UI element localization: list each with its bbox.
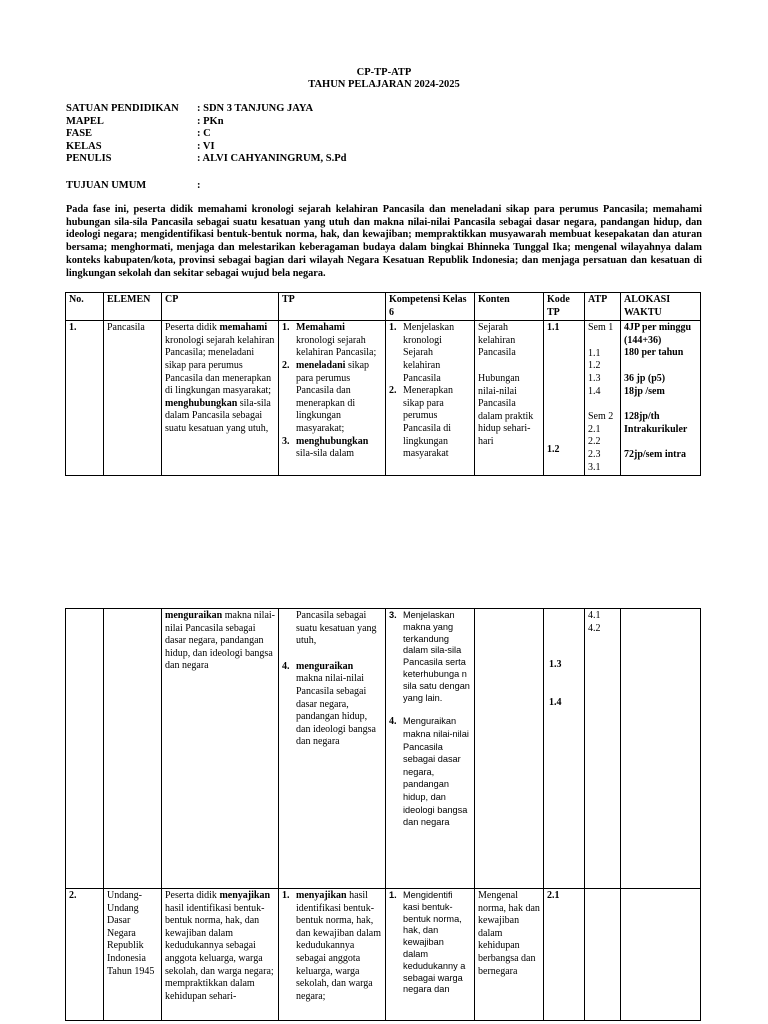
header-atp: ATP	[585, 293, 621, 321]
general-goal-label: TUJUAN UMUM	[66, 180, 147, 191]
kode-tp-value: 1.1	[547, 322, 560, 334]
konten-cell	[475, 321, 544, 476]
identity-row-class	[66, 141, 346, 154]
konten-item: Sejarah kelahiran Pancasila	[478, 322, 516, 359]
identity-value: : PKn	[197, 115, 224, 127]
kompetensi-cell	[386, 609, 475, 889]
tp-list	[282, 890, 382, 1003]
row-number: 2.	[66, 889, 104, 1021]
identity-row-subject	[66, 116, 346, 129]
kompetensi-list	[389, 322, 471, 461]
tp-list	[282, 661, 382, 749]
identity-block	[66, 103, 346, 166]
kode-tp-cell	[544, 609, 585, 889]
atp-item: 2.3	[588, 448, 601, 460]
kompetensi-item: 2. Menerapkan sikap para perumus Pancasila di lingkungan masyarakat	[389, 385, 453, 460]
general-goal-colon: :	[197, 180, 201, 191]
tp-cell	[279, 609, 386, 889]
header-tp: TP	[279, 293, 386, 321]
atp-item: 1.1	[588, 347, 601, 359]
kode-tp-value: 1.4	[549, 697, 562, 708]
tp-cell	[279, 889, 386, 1021]
identity-label: FASE	[66, 128, 93, 139]
kode-tp-value: 1.3	[549, 659, 562, 670]
atp-item: 1.3	[588, 372, 601, 384]
alokasi-item: 18jp /sem	[624, 385, 665, 397]
cp-cell	[162, 889, 279, 1021]
tp-item: 3. menghubungkan sila-sila dalam	[282, 435, 369, 460]
table-row	[66, 609, 701, 889]
cp-tp-atp-table-page-1	[65, 292, 701, 476]
identity-value: : SDN 3 TANJUNG JAYA	[197, 103, 314, 114]
cp-cell	[162, 609, 279, 889]
cp-cell	[162, 321, 279, 476]
cp-text: kronologi sejarah kelahiran Pancasila; meneladani sikap para perumus Pancasila dan menerapkan di lingkungan masyarakat;	[165, 334, 275, 397]
atp-item: 3.1	[588, 461, 601, 473]
cp-keyword: menyajikan	[219, 890, 270, 901]
atp-item: 1.4	[588, 385, 601, 397]
atp-semester: Sem 2	[588, 411, 614, 423]
identity-label: SATUAN PENDIDIKAN	[66, 103, 179, 114]
alokasi-cell	[621, 321, 701, 476]
table-row	[66, 889, 701, 1021]
kompetensi-cell	[386, 889, 475, 1021]
atp-item: 2.1	[588, 423, 601, 435]
table-header-row	[66, 293, 701, 321]
row-number: 1.	[66, 321, 104, 476]
atp-item: 4.1	[588, 610, 601, 621]
alokasi-cell	[621, 609, 701, 889]
kompetensi-item: 3. Menjelaskan makna yang terkandung dalam sila-sila Pancasila serta keterhubunga n sila satu dengan yang lain.	[389, 610, 470, 703]
row-number	[66, 609, 104, 889]
kode-tp-cell: 2.1	[544, 889, 585, 1021]
header-kompetensi: Kompetensi Kelas 6	[386, 293, 475, 321]
alokasi-item: 72jp/sem intra	[624, 449, 686, 461]
alokasi-item: 128jp/th Intrakurikuler	[624, 411, 688, 435]
identity-label: PENULIS	[66, 153, 112, 164]
identity-value: : ALVI CAHYANINGRUM, S.Pd	[197, 153, 347, 164]
identity-row-school	[66, 103, 346, 116]
header-elemen: ELEMEN	[104, 293, 162, 321]
kompetensi-list	[389, 890, 471, 996]
atp-item: 4.2	[588, 622, 601, 634]
cp-text: hasil identifikasi bentuk-bentuk norma, hak, dan kewajiban dalam kedudukannya sebagai anggota keluarga, warga sekolah, dan warga negara; mempraktikkan dalam kehidupan sehari-	[165, 902, 274, 1002]
general-goal-paragraph: Pada fase ini, peserta didik memahami kronologi sejarah kelahiran Pancasila dan meneladani sikap para perumus Pancasila; memahami hubungan sila-sila Pancasila sebagai suatu kesatuan yang utuh dan makna nilai-nilai Pancasila sebagai dasar negara, pandangan hidup, dan ideologi negara; mengidentifikasi bentuk-bentuk norma, hak, dan kewajiban; mempraktikkan musyawarah membuat kesepakatan dan aturan bersama; menghormati, menjaga dan melestarikan keberagaman budaya dalam bingkai Bhinneka Tunggal Ika; mengenal wilayahnya dalam konteks kabupaten/kota, provinsi sebagai bagian dari wilayah Negara Kesatuan Republik Indonesia; dan menjaga persatuan dan kesatuan di lingkungan sekolah dan sekitar sebagai wujud bela negara.	[66, 204, 702, 279]
tp-item: 2. meneladani sikap para perumus Pancasila dan menerapkan di lingkungan masyarakat;	[282, 359, 370, 434]
identity-label: MAPEL	[66, 115, 104, 127]
header-kode-tp: Kode TP	[544, 293, 585, 321]
elemen-cell	[104, 609, 162, 889]
atp-item: 2.2	[588, 436, 601, 448]
identity-row-author	[66, 153, 346, 166]
academic-year: TAHUN PELAJARAN 2024-2025	[308, 79, 460, 90]
elemen-cell: Pancasila	[104, 321, 162, 476]
kompetensi-item: 1. Mengidentifi kasi bentuk-bentuk norma, hak, dan kewajiban dalam kedudukanny a sebagai warga negara dan	[389, 890, 466, 995]
atp-semester: Sem 1	[588, 322, 614, 334]
cp-keyword: menghubungkan	[165, 397, 238, 409]
identity-value: : VI	[197, 140, 215, 152]
identity-label: KELAS	[66, 140, 102, 152]
tp-item: 4. menguraikan makna nilai-nilai Pancasila sebagai dasar negara, pandangan hidup, dan ideologi bangsa dan negara	[282, 660, 376, 748]
cp-text: sila-sila dalam Pancasila sebagai suatu kesatuan yang utuh,	[165, 397, 271, 434]
cp-keyword: menguraikan	[165, 610, 223, 621]
cp-text: Peserta didik	[165, 322, 220, 334]
cp-keyword: memahami	[219, 322, 268, 334]
header-konten: Konten	[475, 293, 544, 321]
kompetensi-list	[389, 610, 471, 830]
document-title: CP-TP-ATP	[356, 67, 412, 78]
cp-tp-atp-table-page-2	[65, 608, 701, 1021]
kode-tp-value: 1.2	[547, 444, 560, 456]
cp-text: makna nilai-nilai Pancasila sebagai dasar negara, pandangan hidup, dan ideologi bangsa dan negara	[165, 610, 275, 672]
kode-tp-cell	[544, 321, 585, 476]
atp-cell	[585, 321, 621, 476]
tp-continuation: Pancasila sebagai suatu kesatuan yang utuh,	[296, 610, 377, 647]
konten-item: Hubungan nilai-nilai Pancasila dalam praktik hidup sehari-hari	[478, 372, 534, 447]
identity-value: : C	[197, 128, 211, 139]
elemen-cell: Undang-Undang Dasar Negara Republik Indonesia Tahun 1945	[104, 889, 162, 1021]
alokasi-item: 180 per tahun	[624, 347, 684, 359]
alokasi-item: 36 jp (p5)	[624, 372, 666, 384]
kompetensi-item: 4. Menguraikan makna nilai-nilai Pancasila sebagai dasar negara, pandangan hidup, dan ideologi bangsa dan negara	[389, 716, 469, 828]
atp-item: 1.2	[588, 360, 601, 372]
table-row	[66, 321, 701, 476]
kompetensi-item: 1. Menjelaskan kronologi Sejarah kelahiran Pancasila	[389, 322, 455, 384]
kompetensi-cell	[386, 321, 475, 476]
tp-item: 1. Memahami kronologi sejarah kelahiran Pancasila;	[282, 322, 377, 359]
general-goal-heading	[66, 180, 201, 193]
konten-cell: Mengenal norma, hak dan kewajiban dalam kehidupan berbangsa dan bernegara	[475, 889, 544, 1021]
konten-cell	[475, 609, 544, 889]
header-cp: CP	[162, 293, 279, 321]
atp-cell	[585, 609, 621, 889]
atp-cell	[585, 889, 621, 1021]
alokasi-item: 4JP per minggu (144+36)	[624, 322, 692, 346]
header-alokasi: ALOKASI WAKTU	[621, 293, 701, 321]
alokasi-cell	[621, 889, 701, 1021]
tp-item: 1. menyajikan hasil identifikasi bentuk-bentuk norma, hak, dan kewajiban dalam kedudukannya sebagai anggota keluarga, warga sekolah, dan warga negara;	[282, 890, 381, 1002]
identity-row-phase	[66, 128, 346, 141]
tp-list	[282, 322, 382, 461]
cp-text: Peserta didik	[165, 890, 220, 901]
header-no: No.	[66, 293, 104, 321]
tp-cell	[279, 321, 386, 476]
